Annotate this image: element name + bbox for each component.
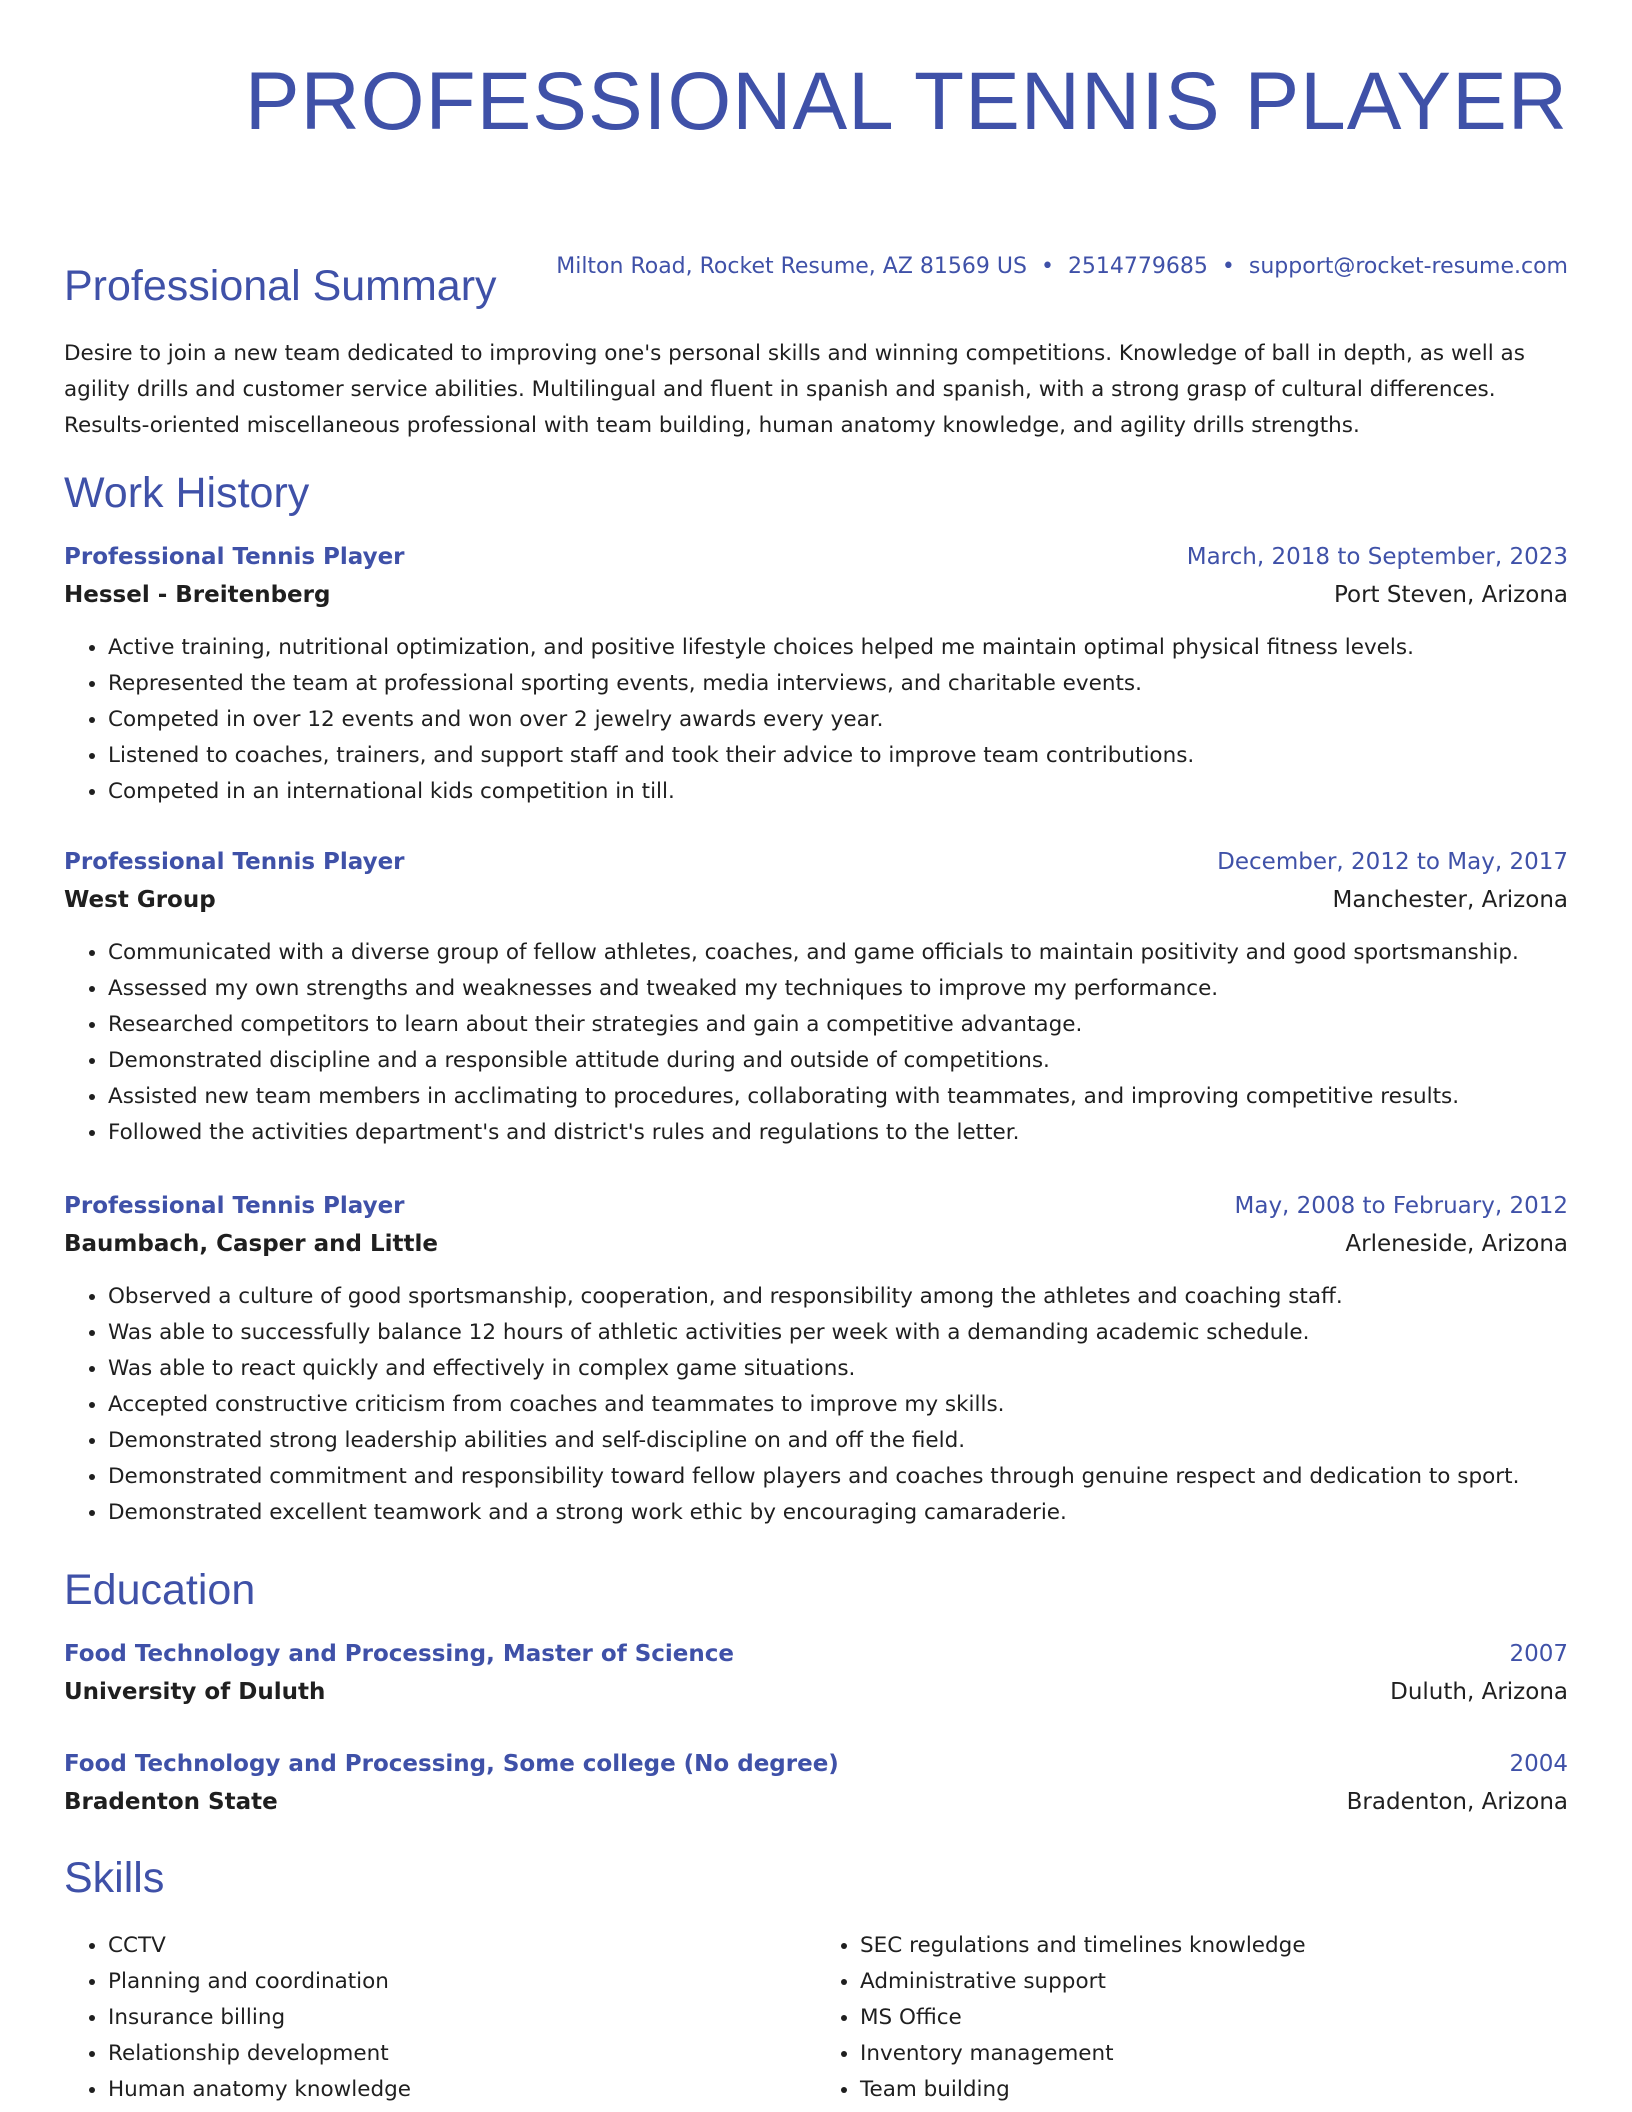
- education-entry: [64, 1635, 1568, 1711]
- job-bullet: • Communicated with a diverse group of fellow athletes, coaches, and game officials to maintain positivity and good sportsmanship.: [108, 935, 1568, 971]
- skill-item: • SEC regulations and timelines knowledge: [860, 1928, 1568, 1964]
- skill-item: • Planning and coordination: [108, 1964, 816, 2000]
- skills-list: [64, 1928, 1568, 2108]
- contact-phone: 2514779685: [1067, 254, 1208, 279]
- job-entry: [64, 1187, 1568, 1531]
- job-employer: Hessel - Breitenberg: [64, 582, 331, 608]
- job-title: Professional Tennis Player: [64, 1193, 405, 1219]
- job-dates: December, 2012 to May, 2017: [1217, 849, 1568, 875]
- job-bullet: • Demonstrated discipline and a responsible attitude during and outside of competitions.: [108, 1043, 1568, 1079]
- job-bullet: • Listened to coaches, trainers, and support staff and took their advice to improve team contributions.: [108, 738, 1568, 774]
- contact-email: support@rocket-resume.com: [1248, 254, 1568, 279]
- job-bullet: • Demonstrated commitment and responsibility toward fellow players and coaches through genuine respect and dedication to sport.: [108, 1459, 1568, 1495]
- education-degree: Food Technology and Processing, Master of Science: [64, 1641, 735, 1667]
- job-location: Manchester, Arizona: [1332, 887, 1568, 913]
- job-bullet: • Was able to successfully balance 12 hours of athletic activities per week with a demanding academic schedule.: [108, 1315, 1568, 1351]
- resume-name: PROFESSIONAL TENNIS PLAYER: [244, 56, 1568, 147]
- skills-column-right: [816, 1928, 1568, 2108]
- job-bullet: • Was able to react quickly and effectively in complex game situations.: [108, 1351, 1568, 1387]
- education-entry: [64, 1745, 1568, 1821]
- job-bullet: • Competed in an international kids competition in till.: [108, 774, 1568, 810]
- skill-item: • MS Office: [860, 2000, 1568, 2036]
- contact-address: Milton Road, Rocket Resume, AZ 81569 US: [556, 254, 1027, 279]
- summary-heading: Professional Summary: [64, 262, 497, 310]
- job-bullet: • Researched competitors to learn about their strategies and gain a competitive advantage.: [108, 1007, 1568, 1043]
- education-location: Duluth, Arizona: [1390, 1679, 1568, 1705]
- job-bullet: • Competed in over 12 events and won over 2 jewelry awards every year.: [108, 702, 1568, 738]
- summary-text: Desire to join a new team dedicated to improving one's personal skills and winning competitions. Knowledge of ball in depth, as well as agility drills and customer service abilities. Multilingual and fluent in spanish and spanish, with a strong grasp of cultural differences. Results-oriented miscellaneous professional with team building, human anatomy knowledge, and agility drills strengths.: [64, 341, 1525, 438]
- skill-item: • Team building: [860, 2072, 1568, 2108]
- job-bullet: • Followed the activities department's and district's rules and regulations to the letter.: [108, 1115, 1568, 1151]
- job-employer: Baumbach, Casper and Little: [64, 1231, 439, 1257]
- education-year: 2004: [1509, 1751, 1568, 1777]
- work-history-heading: Work History: [64, 469, 310, 517]
- skill-item: • Human anatomy knowledge: [108, 2072, 816, 2108]
- job-bullet: • Accepted constructive criticism from coaches and teammates to improve my skills.: [108, 1387, 1568, 1423]
- job-location: Arleneside, Arizona: [1345, 1231, 1568, 1257]
- job-title: Professional Tennis Player: [64, 544, 405, 570]
- job-bullet: • Observed a culture of good sportsmanship, cooperation, and responsibility among the athletes and coaching staff.: [108, 1279, 1568, 1315]
- job-entry: [64, 538, 1568, 810]
- job-location: Port Steven, Arizona: [1333, 582, 1568, 608]
- education-school: University of Duluth: [64, 1679, 326, 1705]
- education-location: Bradenton, Arizona: [1346, 1789, 1568, 1815]
- job-dates: May, 2008 to February, 2012: [1234, 1193, 1568, 1219]
- job-title: Professional Tennis Player: [64, 849, 405, 875]
- contact-separator: •: [1221, 254, 1235, 279]
- skills-column-left: [64, 1928, 816, 2108]
- skill-item: • Inventory management: [860, 2036, 1568, 2072]
- job-dates: March, 2018 to September, 2023: [1186, 544, 1568, 570]
- job-bullet: • Demonstrated strong leadership abilities and self-discipline on and off the field.: [108, 1423, 1568, 1459]
- job-bullet: • Demonstrated excellent teamwork and a strong work ethic by encouraging camaraderie.: [108, 1495, 1568, 1531]
- job-bullet: • Represented the team at professional sporting events, media interviews, and charitable events.: [108, 666, 1568, 702]
- job-bullet: • Assessed my own strengths and weaknesses and tweaked my techniques to improve my performance.: [108, 971, 1568, 1007]
- skill-item: • Relationship development: [108, 2036, 816, 2072]
- job-bullet: • Assisted new team members in acclimating to procedures, collaborating with teammates, and improving competitive results.: [108, 1079, 1568, 1115]
- job-employer: West Group: [64, 887, 216, 913]
- job-bullets: [64, 630, 1568, 810]
- education-heading: Education: [64, 1566, 256, 1614]
- contact-separator: •: [1040, 254, 1054, 279]
- education-school: Bradenton State: [64, 1789, 278, 1815]
- skill-item: • CCTV: [108, 1928, 816, 1964]
- contact-line: [556, 254, 1568, 279]
- job-bullet: • Active training, nutritional optimization, and positive lifestyle choices helped me maintain optimal physical fitness levels.: [108, 630, 1568, 666]
- job-entry: [64, 843, 1568, 1151]
- job-bullets: [64, 935, 1568, 1151]
- job-bullets: [64, 1279, 1568, 1531]
- education-year: 2007: [1509, 1641, 1568, 1667]
- skill-item: • Administrative support: [860, 1964, 1568, 2000]
- education-degree: Food Technology and Processing, Some college (No degree): [64, 1751, 839, 1777]
- skill-item: • Insurance billing: [108, 2000, 816, 2036]
- skills-heading: Skills: [64, 1854, 165, 1902]
